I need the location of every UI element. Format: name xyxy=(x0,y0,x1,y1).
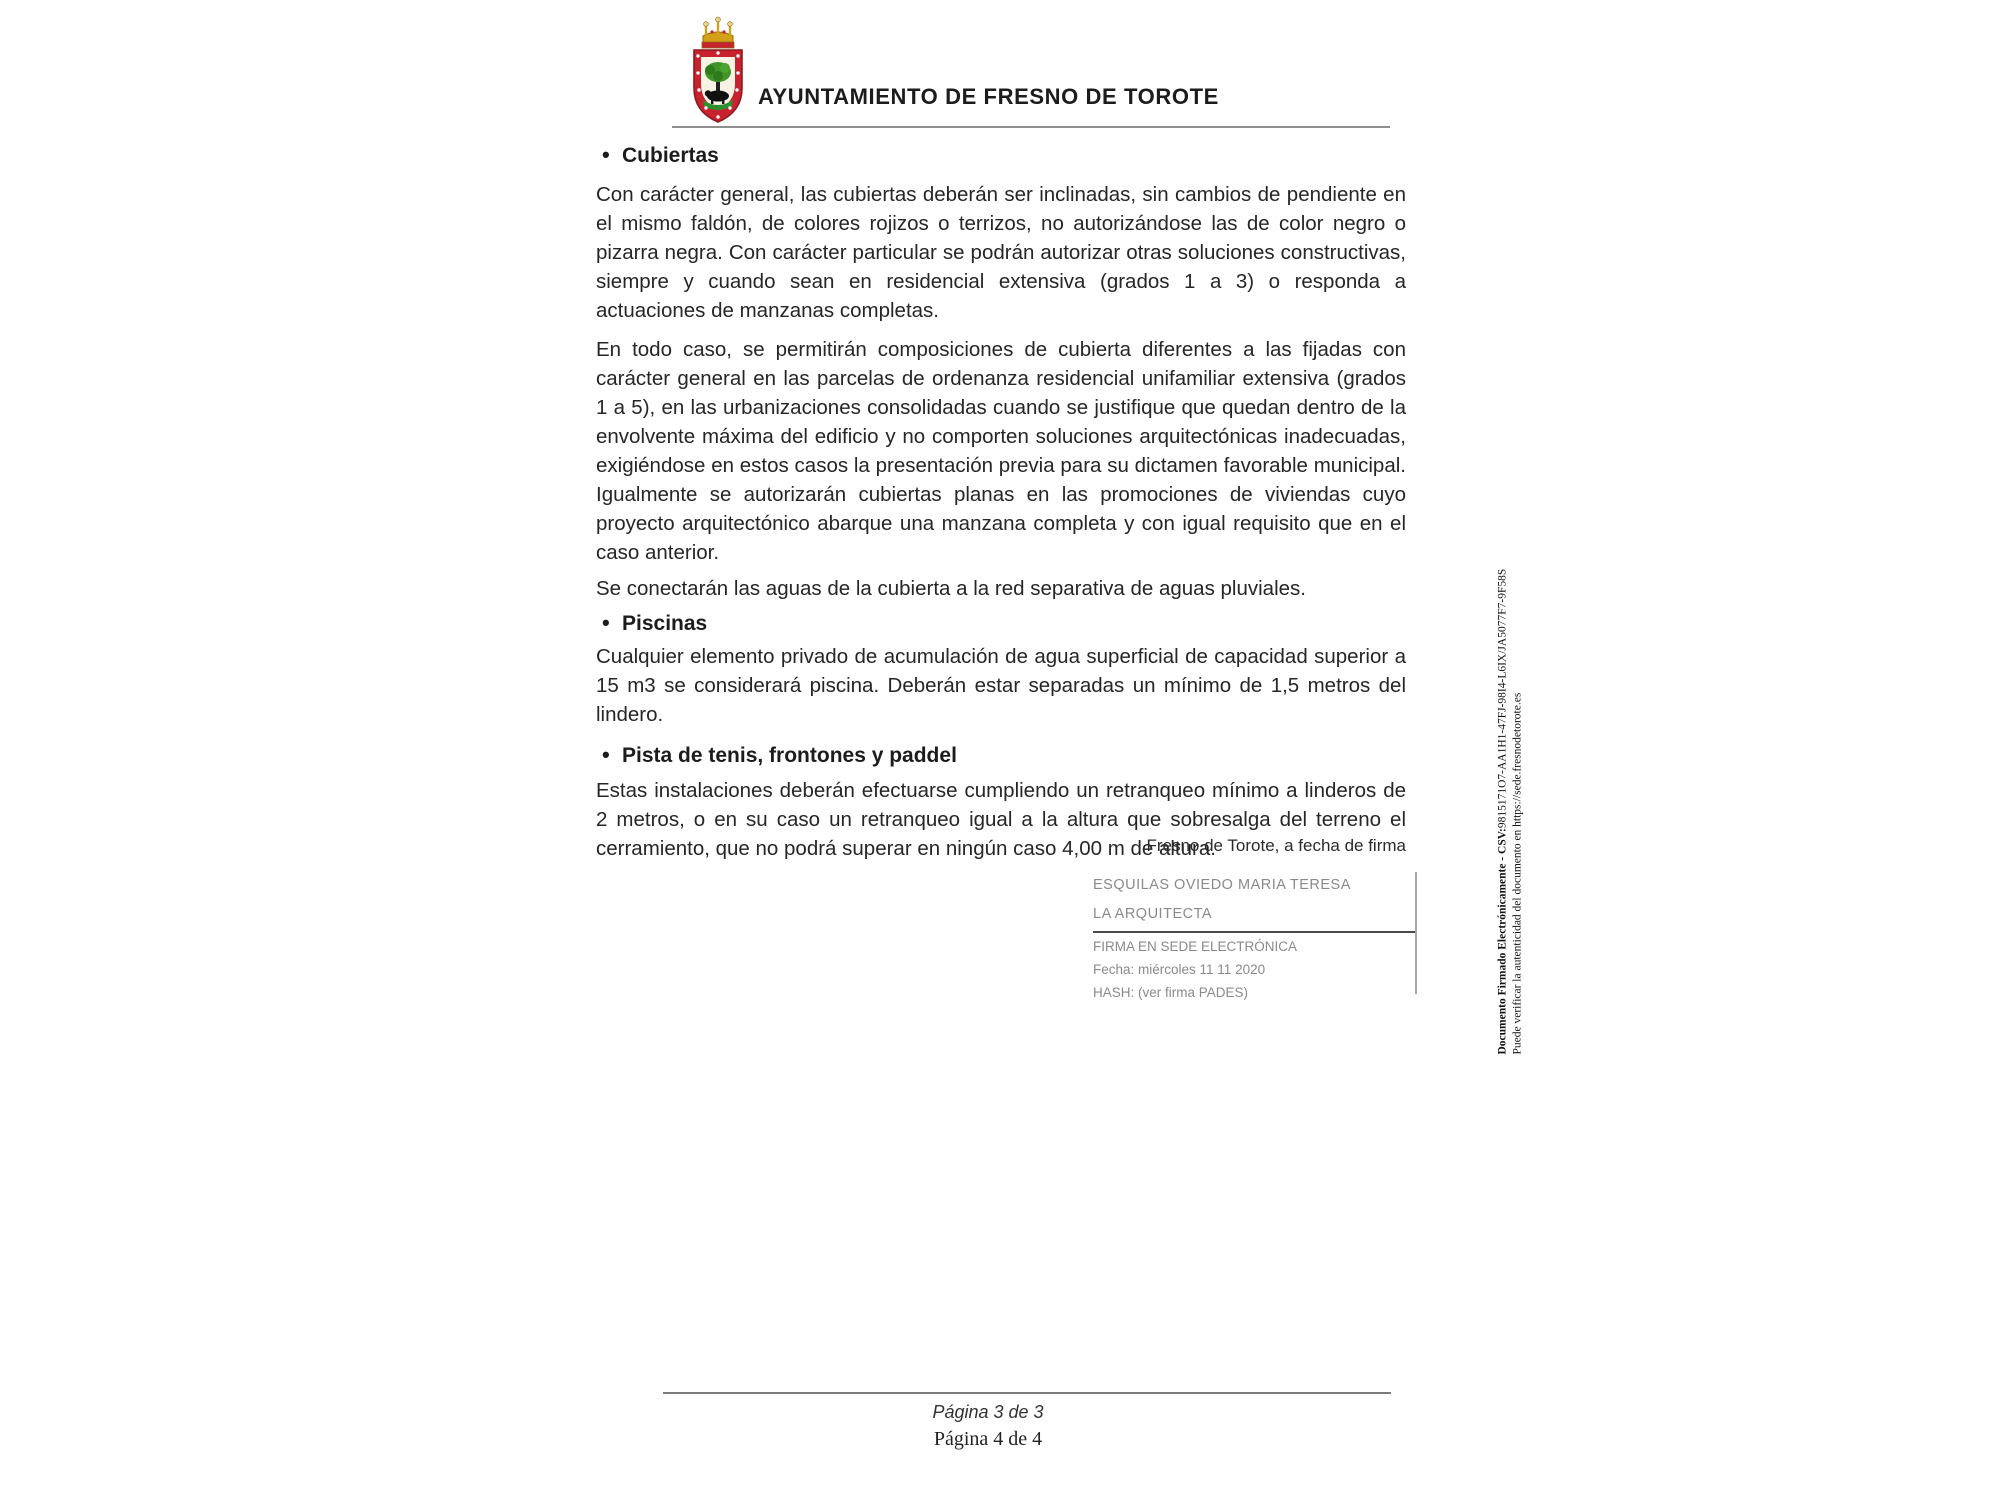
paragraph: En todo caso, se permitirán composiciones de cubierta diferentes a las fijadas con carácter general en las parcelas de ordenanza residencial unifamiliar extensiva (grados 1 a 5), en las urbanizaciones consolidadas cuando se justifique que quedan dentro de la envolvente máxima del edificio y no comporten soluciones arquitectónicas inadecuadas, exigiéndose en estos casos la presentación previa para su dictamen favorable municipal. Igualmente se autorizarán cubiertas planas en las promociones de viviendas cuyo proyecto arquitectónico abarque una manzana completa y con igual requisito que en el caso anterior. xyxy=(596,338,1406,564)
verification-url-line: Puede verificar la autenticidad del documento en https://sede.fresnodetorote.es xyxy=(1511,692,1524,1055)
section-heading-pistas: • Pista de tenis, frontones y paddel xyxy=(596,743,1406,769)
paragraph: Se conectarán las aguas de la cubierta a la red separativa de aguas pluviales. xyxy=(596,577,1306,600)
signature-place-line: Fresno de Torote, a fecha de firma xyxy=(1146,836,1406,855)
signature-method: FIRMA EN SEDE ELECTRÓNICA xyxy=(1093,939,1298,954)
signature-vertical-rule xyxy=(1415,872,1417,994)
signer-role: LA ARQUITECTA xyxy=(1093,906,1213,922)
signer-name: ESQUILAS OVIEDO MARIA TERESA xyxy=(1093,877,1351,893)
header-divider xyxy=(672,126,1390,128)
coat-of-arms-logo xyxy=(688,16,748,128)
page-number-inner: Página 3 de 3 xyxy=(932,1402,1044,1422)
signature-hash: HASH: (ver firma PADES) xyxy=(1093,985,1249,1000)
signature-divider xyxy=(1093,931,1417,933)
section-heading-piscinas: • Piscinas xyxy=(596,611,1406,637)
section-heading-cubiertas: • Cubiertas xyxy=(596,143,1406,169)
paragraph: Con carácter general, las cubiertas deberán ser inclinadas, sin cambios de pendiente en el mismo faldón, de colores rojizos o terrizos, no autorizándose las de color negro o pizarra negra. Con carácter particular se podrán autorizar otras soluciones constructivas, siempre y cuando sean en residencial extensiva (grados 1 a 3) o responda a actuaciones de manzanas completas. xyxy=(596,183,1406,322)
csv-verification-note xyxy=(1496,568,1526,1055)
signature-date: Fecha: miércoles 11 11 2020 xyxy=(1093,962,1266,977)
csv-code: 9815171O7-AA1H1-47FJ-98I4-L6IX/JA5077F7-9F58S xyxy=(1496,568,1509,829)
csv-label: Documento Firmado Electrónicamente - CSV: xyxy=(1496,828,1509,1055)
document-body xyxy=(596,140,1406,863)
signature-block xyxy=(1093,874,1417,1002)
paragraph: Cualquier elemento privado de acumulación de agua superficial de capacidad superior a 15 m3 se considerará piscina. Deberán estar separadas un mínimo de 1,5 metros del lindero. xyxy=(596,645,1406,726)
paragraph: Estas instalaciones deberán efectuarse cumpliendo un retranqueo mínimo a linderos de 2 metros, o en su caso un retranqueo igual a la altura que sobresalga del terreno el cerramiento, que no podrá superar en ningún caso 4,00 m de altura. xyxy=(596,779,1406,860)
footer-divider xyxy=(663,1392,1391,1394)
page-number-outer: Página 4 de 4 xyxy=(933,1428,1043,1450)
csv-line xyxy=(1496,568,1511,1055)
page-title: AYUNTAMIENTO DE FRESNO DE TOROTE xyxy=(758,84,1219,109)
